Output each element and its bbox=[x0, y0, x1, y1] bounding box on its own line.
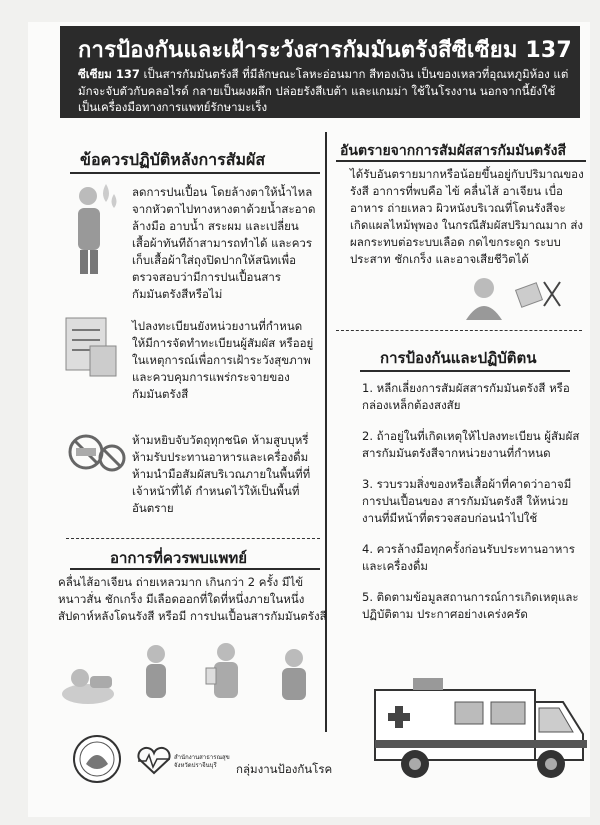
doctor-text: คลื่นไส้อาเจียน ถ่ายเหลวมาก เกินกว่า 2 ครั้ง มีไข้ หนาวสั่น ชักเกร็ง มีเลือดออกที่ใดที่หนึ่งภายในหนึ่งสัปดาห์หลังโดนรังสี หรือมี การปนเปื้อนสารกัมมันตรังสี bbox=[58, 575, 327, 623]
practice-item-1: ลดการปนเปื้อน โดยล้างตาให้น้ำไหลจากหัวตาไปทางหางตาด้วยน้ำสะอาด ล้างมือ อาบน้ำ สระผม และเปลี่ยนเสื้อผ้าทันทีถ้าสามารถทำได้ และควรเก็บเสื้อผ้าใส่ถุงปิดปากให้สนิทเพื่อตรวจสอบว่ามีการปนเปื้อนสารกัมมันตรังสีหรือไม่ bbox=[132, 185, 316, 301]
prevent-heading-underline bbox=[360, 370, 570, 372]
ambulance-icon bbox=[355, 672, 590, 784]
practice-heading: ข้อควรปฏิบัติหลังการสัมผัส bbox=[80, 150, 266, 169]
intro-text: เป็นสารกัมมันตรังสี ที่มีลักษณะโลหะอ่อนมาก สีทองเงิน เป็นของเหลวที่อุณหภูมิห้อง แต่มักจะจับตัวกับคลอไรด์ กลายเป็นผงผลึก ปล่อยรังสีเบต้า และแกมม่า ใช้ในโรงงาน นอกจากนี้ยังใช้เป็นเครื่องมือทางการแพทย์รักษามะเร็ง bbox=[78, 67, 569, 114]
org-name: สำนักงานสาธารณสุขจังหวัดปราจีนบุรี bbox=[174, 754, 230, 769]
prevent-item-3: 3. รวบรวมสิ่งของหรือเสื้อผ้าที่คาดว่าอาจมีการปนเปื้อนของ สารกัมมันตรังสี ให้หน่วยงานที่มีหน้าที่ตรวจสอบก่อนนำไปใช้ bbox=[362, 477, 572, 525]
intro-bold-term: ซีเซียม 137 bbox=[78, 67, 140, 81]
prevent-item-2: 2. ถ้าอยู่ในที่เกิดเหตุให้ไปลงทะเบียน ผู้สัมผัสสารกัมมันตรังสีจากหน่วยงานที่กำหนด bbox=[362, 429, 580, 460]
prevent-item-5: 5. ติดตามข้อมูลสถานการณ์การเกิดเหตุและปฏิบัติตาม ประกาศอย่างเคร่งครัด bbox=[362, 590, 579, 621]
intro-paragraph bbox=[78, 66, 570, 116]
heartbeat-logo bbox=[134, 746, 174, 776]
prevent-list bbox=[362, 380, 584, 637]
prevent-item-4: 4. ควรล้างมือทุกครั้งก่อนรับประทานอาหารและเครื่องดื่ม bbox=[362, 542, 575, 573]
washing-person-icon bbox=[66, 178, 126, 278]
poster-title: การป้องกันและเฝ้าระวังสารกัมมันตรังสีซีเซียม 137 bbox=[78, 38, 572, 63]
ministry-seal-logo bbox=[72, 734, 122, 784]
group-name: กลุ่มงานป้องกันโรค bbox=[236, 762, 333, 776]
no-food-drink-icon bbox=[66, 432, 126, 484]
danger-text: ได้รับอันตรายมากหรือน้อยขึ้นอยู่กับปริมาณของรังสี อาการที่พบคือ ไข้ คลื่นไส้ อาเจียน เบื่ออาหาร ถ่ายเหลว ผิวหนังบริเวณที่โดนรังสีจะเกิดแผลไหม้พุพอง ในกรณีสัมผัสปริมาณมาก ส่งผลกระทบต่อระบบเลือด กดไขกระดูก ระบบประสาท ชักเกร็ง และอาจเสียชีวิตได้ bbox=[350, 167, 584, 266]
doctor-heading: อาการที่ควรพบแพทย์ bbox=[110, 549, 248, 567]
left-section-dash bbox=[66, 538, 320, 539]
right-section-dash bbox=[336, 330, 582, 331]
prevent-item-1: 1. หลีกเลี่ยงการสัมผัสสารกัมมันตรังสี หรือกล่องเหล็กต้องสงสัย bbox=[362, 381, 570, 412]
danger-heading: อันตรายจากการสัมผัสสารกัมมันตรังสี bbox=[340, 143, 566, 159]
title-banner bbox=[60, 26, 580, 118]
practice-heading-underline bbox=[70, 172, 320, 174]
registration-form-icon bbox=[64, 316, 120, 380]
danger-heading-underline bbox=[336, 160, 586, 162]
prevent-heading: การป้องกันและปฏิบัติตน bbox=[380, 349, 537, 367]
practice-item-3: ห้ามหยิบจับวัตถุทุกชนิด ห้ามสูบบุหรี่ ห้ามรับประทานอาหารและเครื่องดื่ม ห้ามนำมือสัมผัสบริเวณภายในพื้นที่ที่เจ้าหน้าที่ได้ กำหนดไว้ให้เป็นพื้นที่อันตราย bbox=[132, 433, 311, 515]
practice-item-2: ไปลงทะเบียนยังหน่วยงานที่กำหนด ให้มีการจัดทำทะเบียนผู้สัมผัส หรืออยู่ในเหตุการณ์เพื่อการเฝ้าระวังสุขภาพและควบคุมการแพร่กระจายของกัมมันตรังสี bbox=[132, 319, 314, 401]
doctor-heading-underline bbox=[70, 568, 320, 570]
sick-person-icon bbox=[460, 274, 564, 322]
symptoms-illustration bbox=[58, 638, 328, 712]
